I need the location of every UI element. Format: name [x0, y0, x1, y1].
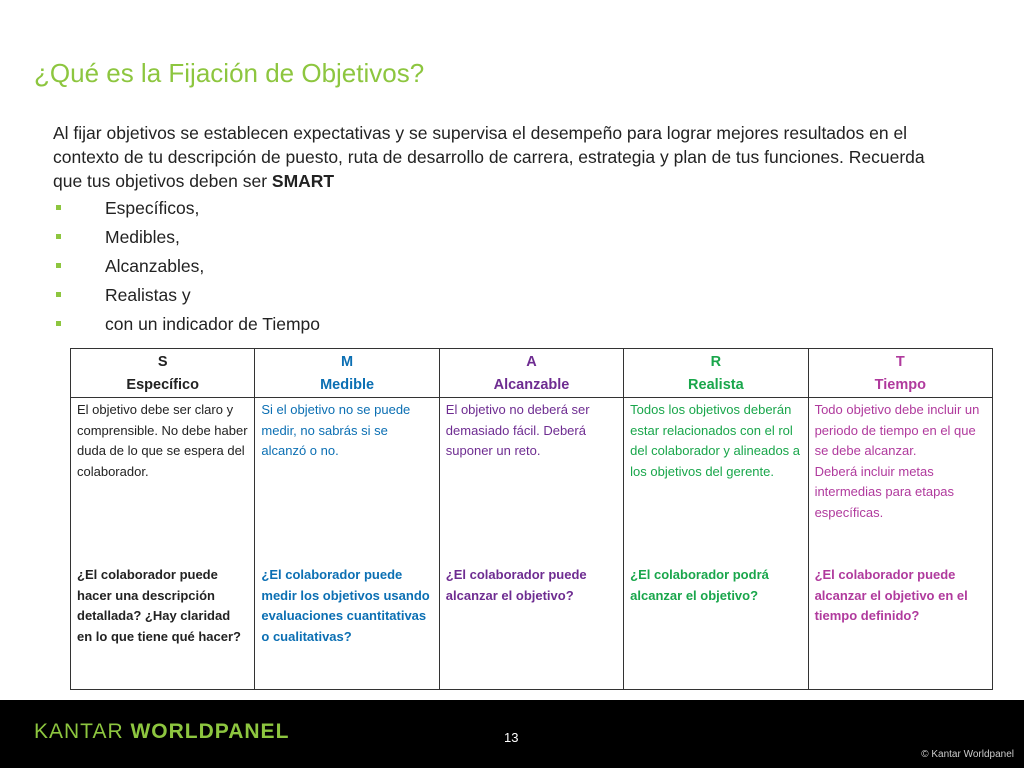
- table-header-row: [71, 349, 993, 398]
- logo-part-worldpanel: WORLDPANEL: [130, 720, 290, 743]
- header-s: [71, 349, 255, 398]
- footer-bar: [0, 700, 1024, 768]
- page-number: 13: [504, 730, 519, 745]
- header-r: [624, 349, 808, 398]
- header-name: Medible: [320, 377, 375, 393]
- header-letter: M: [341, 354, 354, 370]
- cell-question: ¿El colaborador puede alcanzar el objetivo?: [445, 567, 587, 603]
- header-letter: A: [526, 354, 537, 370]
- bullet-item: [53, 283, 320, 312]
- bullet-item: [53, 196, 320, 225]
- header-name: Tiempo: [874, 377, 926, 393]
- logo-part-kantar: KANTAR: [34, 720, 124, 743]
- header-t: [808, 349, 992, 398]
- bullet-item: [53, 312, 320, 341]
- cell-description: Si el objetivo no se puede medir, no sabrás si se alcanzó o no.: [261, 402, 411, 459]
- header-m: [255, 349, 439, 398]
- cell-description: El objetivo no deberá ser demasiado fácil. Deberá suponer un reto.: [445, 402, 590, 459]
- cell-question: ¿El colaborador puede hacer una descripción detallada? ¿Hay claridad en lo que tiene qué hacer?: [77, 567, 241, 644]
- intro-text: Al fijar objetivos se establecen expectativas y se supervisa el desempeño para lograr mejores resultados en el contexto de tu descripción de puesto, ruta de desarrollo de carrera, estrategia y plan de tus funciones. Recuerda que tus objetivos deben ser: [53, 123, 925, 191]
- bullet-square-icon: [56, 263, 61, 268]
- bullet-item: [53, 254, 320, 283]
- bullet-text: Alcanzables,: [105, 256, 205, 276]
- smart-table: [70, 348, 993, 690]
- header-letter: T: [895, 354, 905, 370]
- header-name: Realista: [688, 377, 744, 393]
- header-name: Alcanzable: [493, 377, 570, 393]
- cell-a: [439, 398, 623, 690]
- cell-description-extra: Deberá incluir metas intermedias para etapas específicas.: [814, 463, 955, 520]
- bullet-square-icon: [56, 292, 61, 297]
- kantar-worldpanel-logo: [34, 720, 289, 744]
- cell-question: ¿El colaborador podrá alcanzar el objetivo?: [630, 567, 769, 603]
- copyright-text: © Kantar Worldpanel: [921, 749, 1014, 760]
- bullet-text: Realistas y: [105, 285, 191, 305]
- cell-r: [624, 398, 808, 690]
- bullet-text: con un indicador de Tiempo: [105, 314, 320, 334]
- cell-question: ¿El colaborador puede alcanzar el objetivo en el tiempo definido?: [814, 567, 968, 624]
- cell-description: El objetivo debe ser claro y comprensible. No debe haber duda de lo que se espera del colaborador.: [77, 402, 248, 479]
- table-body-row: [71, 398, 993, 690]
- bullet-square-icon: [56, 234, 61, 239]
- bullet-square-icon: [56, 205, 61, 210]
- bullet-text: Medibles,: [105, 227, 180, 247]
- cell-description: [815, 400, 986, 565]
- cell-description: Todos los objetivos deberán estar relacionados con el rol del colaborador y alineados a los objetivos del gerente.: [630, 402, 801, 479]
- header-letter: R: [710, 354, 722, 370]
- header-a: [439, 349, 623, 398]
- intro-paragraph: [53, 121, 953, 193]
- cell-t: [808, 398, 992, 690]
- bullet-item: [53, 225, 320, 254]
- cell-s: [71, 398, 255, 690]
- intro-bold: SMART: [271, 171, 335, 191]
- slide-title: ¿Qué es la Fijación de Objetivos?: [34, 58, 425, 88]
- cell-description-main: Todo objetivo debe incluir un periodo de tiempo en el que se debe alcanzar.: [814, 402, 980, 459]
- cell-question: ¿El colaborador puede medir los objetivos usando evaluaciones cuantitativas o cualitativas?: [261, 567, 430, 644]
- smart-bullet-list: [53, 196, 320, 341]
- header-name: Específico: [126, 377, 199, 393]
- cell-m: [255, 398, 439, 690]
- bullet-text: Específicos,: [105, 198, 200, 218]
- bullet-square-icon: [56, 321, 61, 326]
- header-letter: S: [157, 354, 168, 370]
